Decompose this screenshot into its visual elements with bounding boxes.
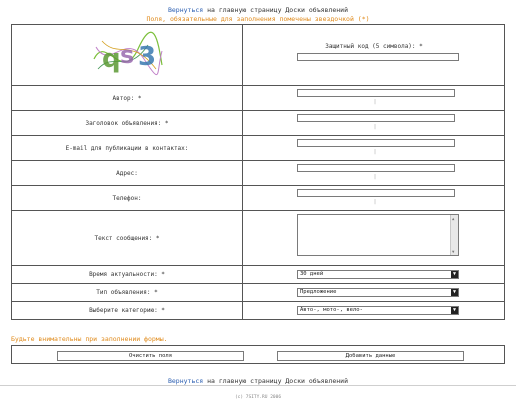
duration-label: Время актуальности: * xyxy=(12,266,243,284)
chevron-down-icon[interactable]: ▼ xyxy=(452,271,456,277)
message-scrollbar[interactable] xyxy=(450,215,458,255)
phone-input[interactable] xyxy=(297,189,455,197)
ad-type-cell xyxy=(243,284,505,302)
ad-form-table xyxy=(11,24,505,320)
ad-type-label: Тип объявления: * xyxy=(12,284,243,302)
phone-label: Телефон: xyxy=(12,186,243,211)
message-cell xyxy=(243,211,505,266)
category-cell xyxy=(243,302,505,320)
svg-text:s: s xyxy=(120,41,135,69)
message-label: Текст сообщения: * xyxy=(12,211,243,266)
form-warning-note: Будьте внимательны при заполнении формы. xyxy=(11,335,168,343)
submit-button[interactable]: Добавить данные xyxy=(277,351,464,361)
duration-cell xyxy=(243,266,505,284)
captcha-input[interactable] xyxy=(297,53,459,61)
duration-select[interactable]: 30 дней ▼ xyxy=(297,270,459,279)
button-row xyxy=(11,345,505,364)
message-textarea[interactable] xyxy=(297,214,459,256)
captcha-image xyxy=(92,29,164,81)
title-cell: | xyxy=(243,111,505,136)
required-fields-notice: Поля, обязательные для заполнения помечены звездочкой (*) xyxy=(146,15,370,23)
clear-button[interactable]: Очистить поля xyxy=(57,351,244,361)
email-cell: | xyxy=(243,136,505,161)
back-to-main-link-bottom[interactable]: Вернуться на главную страницу Доски объявлений xyxy=(167,377,349,385)
top-nav xyxy=(0,6,516,14)
chevron-down-icon[interactable]: ▼ xyxy=(452,307,456,313)
scroll-down-icon[interactable]: ▼ xyxy=(452,249,455,254)
title-input[interactable] xyxy=(297,114,455,122)
captcha-field-cell xyxy=(243,25,505,86)
svg-text:3: 3 xyxy=(138,42,157,72)
footer-divider xyxy=(0,385,516,386)
author-cell: | xyxy=(243,86,505,111)
address-input[interactable] xyxy=(297,164,455,172)
bottom-nav xyxy=(0,377,516,385)
email-label: E-mail для публикации в контактах: xyxy=(12,136,243,161)
phone-cell: | xyxy=(243,186,505,211)
ad-type-select[interactable]: Предложение ▼ xyxy=(297,288,459,297)
address-cell: | xyxy=(243,161,505,186)
copyright: (c) 7SITY.RU 2006 xyxy=(234,395,282,400)
category-label: Выберите категорию: * xyxy=(12,302,243,320)
svg-text:q: q xyxy=(102,44,121,74)
captcha-cell xyxy=(12,25,243,86)
author-label: Автор: * xyxy=(12,86,243,111)
back-to-main-link[interactable]: Вернуться на главную страницу Доски объявлений xyxy=(167,6,349,14)
category-select[interactable]: Авто-, мото-, вело- ▼ xyxy=(297,306,459,315)
chevron-down-icon[interactable]: ▼ xyxy=(452,289,456,295)
email-input[interactable] xyxy=(297,139,455,147)
address-label: Адрес: xyxy=(12,161,243,186)
title-label: Заголовок объявления: * xyxy=(12,111,243,136)
scroll-up-icon[interactable]: ▲ xyxy=(452,216,455,221)
captcha-label: Защитный код (5 символа): * xyxy=(325,43,423,50)
author-input[interactable] xyxy=(297,89,455,97)
